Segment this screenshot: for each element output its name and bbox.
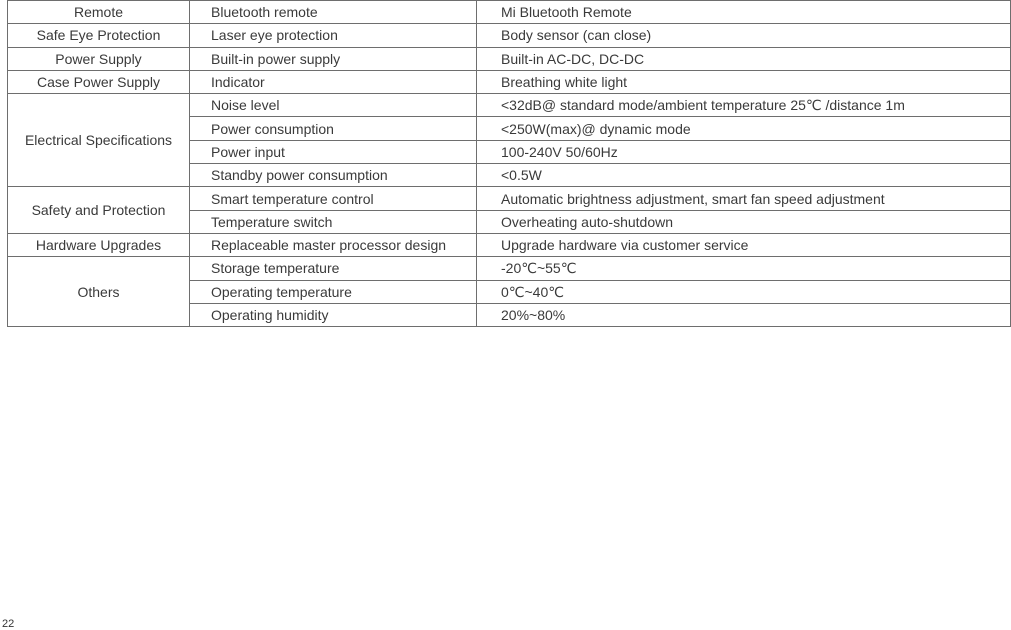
item-cell: Built-in power supply (190, 47, 477, 70)
value-cell: Upgrade hardware via customer service (477, 233, 1011, 256)
value-cell: Body sensor (can close) (477, 24, 1011, 47)
item-cell: Indicator (190, 70, 477, 93)
value-cell: Mi Bluetooth Remote (477, 1, 1011, 24)
table-row (8, 187, 1011, 210)
value-cell: <0.5W (477, 164, 1011, 187)
item-cell: Power consumption (190, 117, 477, 140)
table-row (8, 94, 1011, 117)
item-cell: Operating temperature (190, 280, 477, 303)
value-cell: 20%~80% (477, 303, 1011, 326)
value-cell: Breathing white light (477, 70, 1011, 93)
category-cell: Hardware Upgrades (8, 233, 190, 256)
table-row (8, 70, 1011, 93)
value-cell: Built-in AC-DC, DC-DC (477, 47, 1011, 70)
item-cell: Bluetooth remote (190, 1, 477, 24)
item-cell: Replaceable master processor design (190, 233, 477, 256)
category-cell: Electrical Specifications (8, 94, 190, 187)
item-cell: Temperature switch (190, 210, 477, 233)
table-row (8, 233, 1011, 256)
value-cell: -20℃~55℃ (477, 257, 1011, 280)
category-cell: Safe Eye Protection (8, 24, 190, 47)
spec-table (7, 0, 1011, 327)
item-cell: Storage temperature (190, 257, 477, 280)
value-cell: <32dB@ standard mode/ambient temperature 25℃ /distance 1m (477, 94, 1011, 117)
value-cell: Automatic brightness adjustment, smart fan speed adjustment (477, 187, 1011, 210)
item-cell: Power input (190, 140, 477, 163)
value-cell: <250W(max)@ dynamic mode (477, 117, 1011, 140)
value-cell: Overheating auto-shutdown (477, 210, 1011, 233)
item-cell: Smart temperature control (190, 187, 477, 210)
category-cell: Others (8, 257, 190, 327)
category-cell: Safety and Protection (8, 187, 190, 234)
item-cell: Standby power consumption (190, 164, 477, 187)
item-cell: Laser eye protection (190, 24, 477, 47)
page-number: 22 (2, 618, 15, 630)
table-row (8, 1, 1011, 24)
table-row (8, 24, 1011, 47)
category-cell: Power Supply (8, 47, 190, 70)
table-row (8, 47, 1011, 70)
category-cell: Case Power Supply (8, 70, 190, 93)
value-cell: 100-240V 50/60Hz (477, 140, 1011, 163)
item-cell: Noise level (190, 94, 477, 117)
item-cell: Operating humidity (190, 303, 477, 326)
value-cell: 0℃~40℃ (477, 280, 1011, 303)
category-cell: Remote (8, 1, 190, 24)
table-row (8, 257, 1011, 280)
